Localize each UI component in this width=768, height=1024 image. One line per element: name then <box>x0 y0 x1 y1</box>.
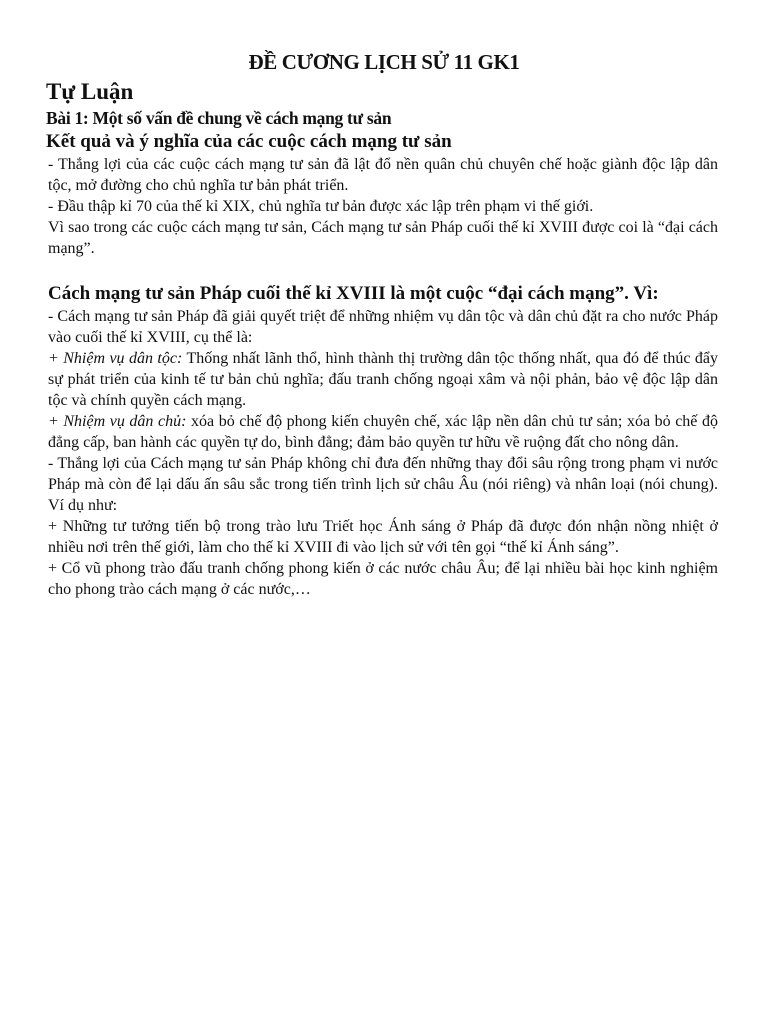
national-task-text: Thống nhất lãnh thổ, hình thành thị trường dân tộc thống nhất, qua đó để thúc đẩy sự phát triển của kinh tế tư bản chủ nghĩa; đấu tranh chống ngoại xâm và nội phản, bảo vệ độc lập dân tộc và chính quyền cách mạng. <box>48 350 719 409</box>
intro-paragraph: - Cách mạng tư sản Pháp đã giải quyết triệt để những nhiệm vụ dân tộc và dân chủ đặt ra cho nước Pháp vào cuối thế kỉ XVIII, cụ thể là: <box>48 308 718 346</box>
example-2: + Cổ vũ phong trào đấu tranh chống phong kiến ở các nước châu Âu; để lại nhiều bài học kinh nghiệm cho phong trào cách mạng ở các nước,… <box>48 560 718 598</box>
why-heading: Cách mạng tư sản Pháp cuối thế kỉ XVIII là một cuộc “đại cách mạng”. Vì: <box>48 283 659 304</box>
result-paragraph-3: Vì sao trong các cuộc cách mạng tư sản, Cách mạng tư sản Pháp cuối thế kỉ XVIII được coi là “đại cách mạng”. <box>48 219 718 257</box>
result-section <box>48 154 718 259</box>
result-heading: Kết quả và ý nghĩa của các cuộc cách mạng tư sản <box>46 131 452 152</box>
result-paragraph-1: - Thắng lợi của các cuộc cách mạng tư sản đã lật đổ nền quân chủ chuyên chế hoặc giành độc lập dân tộc, mở đường cho chủ nghĩa tư bản phát triển. <box>48 156 718 194</box>
democratic-task-paragraph <box>48 411 718 453</box>
lesson-title: Bài 1: Một số vấn đề chung về cách mạng tư sản <box>46 108 392 128</box>
section-title: Tự Luận <box>46 79 134 104</box>
result-paragraph-2: - Đầu thập kỉ 70 của thế kỉ XIX, chủ nghĩa tư bản được xác lập trên phạm vi thế giới. <box>48 198 594 215</box>
national-task-label: + Nhiệm vụ dân tộc: <box>48 350 183 367</box>
document-title: ĐỀ CƯƠNG LỊCH SỬ 11 GK1 <box>248 50 520 74</box>
democratic-task-text: xóa bỏ chế độ phong kiến chuyên chế, xác lập nền dân chủ tư sản; xóa bỏ chế độ đẳng cấp, ban hành các quyền tự do, bình đẳng; đảm bảo quyền tư hữu về ruộng đất cho nông dân. <box>48 413 718 451</box>
victory-paragraph: - Thắng lợi của Cách mạng tư sản Pháp không chỉ đưa đến những thay đổi sâu rộng trong phạm vi nước Pháp mà còn để lại dấu ấn sâu sắc trong tiến trình lịch sử châu Âu (nói riêng) và nhân loại (nói chung). Ví dụ như: <box>48 455 718 514</box>
national-task-paragraph <box>48 348 718 411</box>
why-section <box>48 306 718 600</box>
democratic-task-label: + Nhiệm vụ dân chủ: <box>48 413 187 430</box>
example-1: + Những tư tưởng tiến bộ trong trào lưu Triết học Ánh sáng ở Pháp đã được đón nhận nồng nhiệt ở nhiều nơi trên thế giới, làm cho thế kỉ XVIII đi vào lịch sử với tên gọi “thế kỉ Ánh sáng”. <box>48 518 718 556</box>
